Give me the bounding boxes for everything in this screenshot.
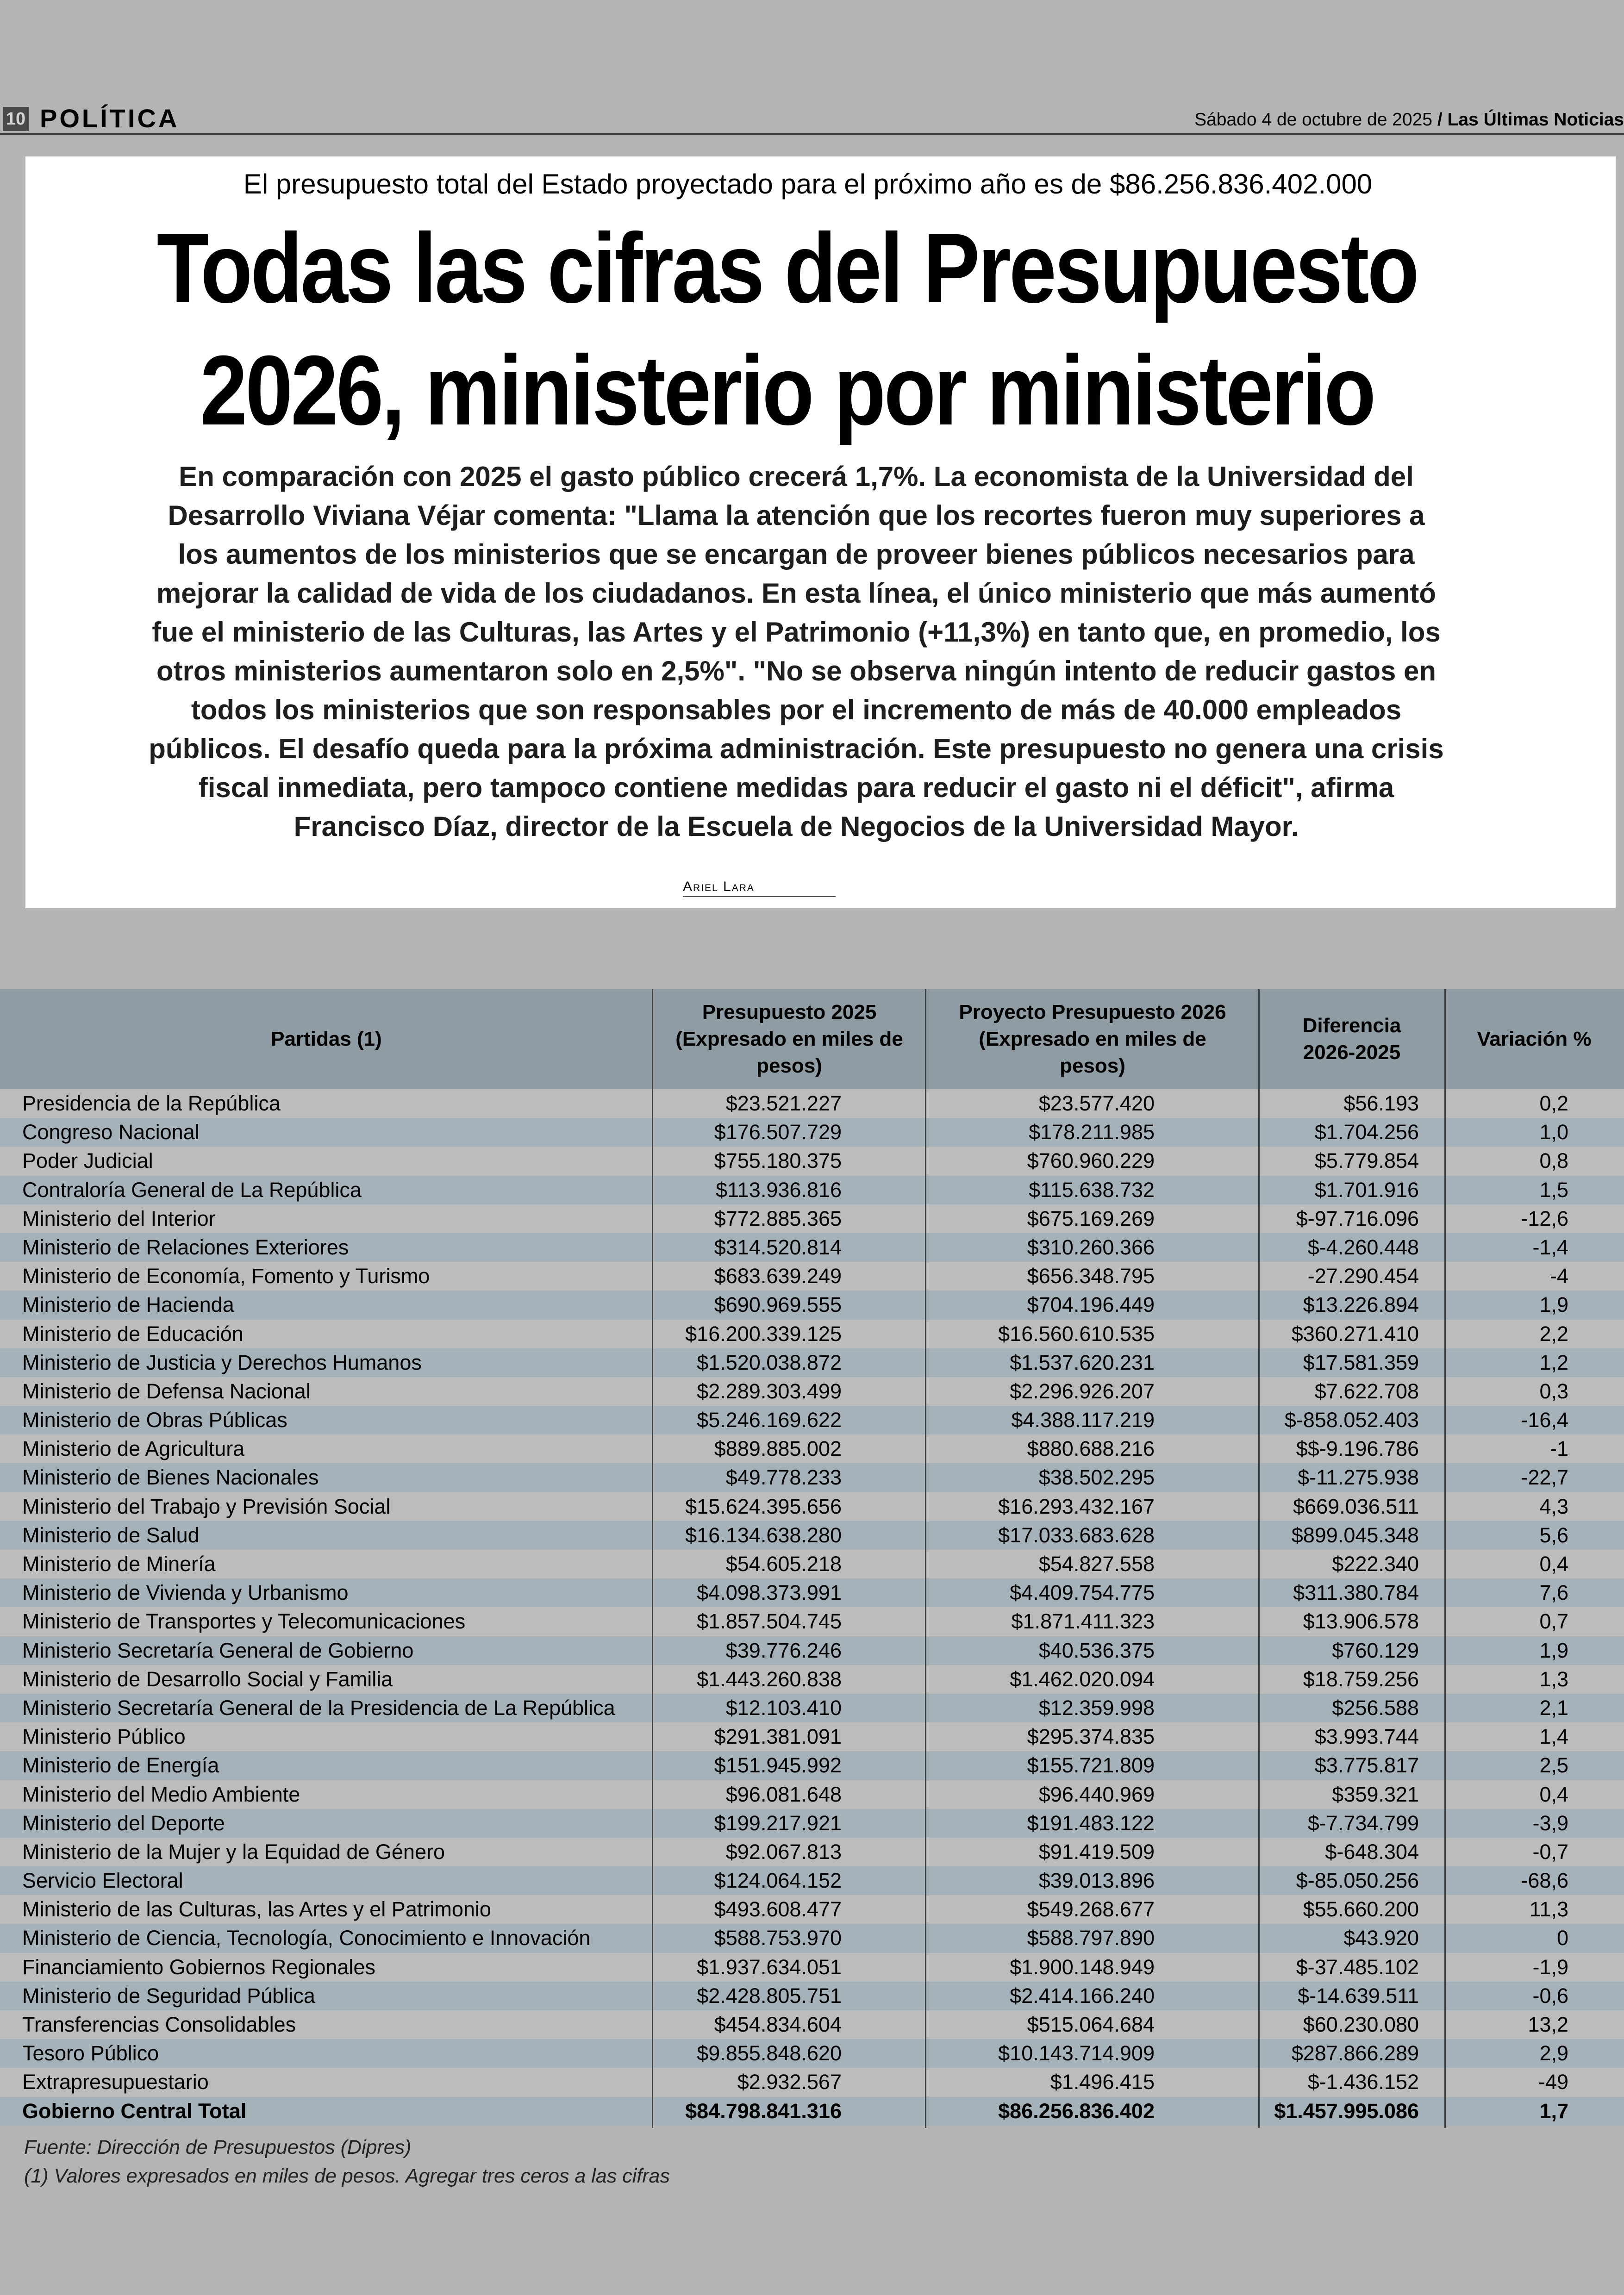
cell-partida: Poder Judicial [22, 1149, 153, 1173]
cell-partida: Gobierno Central Total [22, 2099, 247, 2123]
table-row [0, 1953, 1624, 1982]
cell-presupuesto-2025: $1.937.634.051 [697, 1955, 842, 1979]
header-proyecto-2026: Proyecto Presupuesto 2026 (Expresado en miles de pesos) [959, 1001, 1226, 1077]
cell-diferencia: $5.779.854 [1314, 1149, 1419, 1173]
cell-variacion: 0 [1556, 1926, 1568, 1950]
cell-variacion: -1,4 [1532, 1235, 1568, 1259]
cell-presupuesto-2025: $1.443.260.838 [697, 1667, 842, 1691]
cell-diferencia: $55.660.200 [1303, 1897, 1419, 1921]
cell-diferencia: $$-9.196.786 [1296, 1437, 1419, 1461]
cell-presupuesto-2025: $39.776.246 [725, 1638, 842, 1662]
cell-partida: Ministerio de Defensa Nacional [22, 1379, 311, 1403]
cell-proyecto-2026: $23.577.420 [1038, 1091, 1155, 1115]
table-row [0, 1780, 1624, 1809]
byline: Ariel Lara [683, 878, 836, 897]
cell-partida: Ministerio de Economía, Fomento y Turismo [22, 1264, 430, 1288]
publication-name: Las Últimas Noticias [1447, 110, 1624, 130]
cell-diferencia: $760.129 [1332, 1638, 1419, 1662]
table-row [0, 1924, 1624, 1952]
cell-proyecto-2026: $656.348.795 [1027, 1264, 1155, 1288]
cell-variacion: 7,6 [1539, 1581, 1568, 1605]
table-row [0, 1895, 1624, 1924]
table-row [0, 1377, 1624, 1406]
table-row [0, 1291, 1624, 1319]
budget-table [0, 989, 1624, 2126]
cell-diferencia: $256.588 [1332, 1696, 1419, 1720]
cell-diferencia: $359.321 [1332, 1782, 1419, 1806]
cell-partida: Ministerio de Energía [22, 1753, 219, 1777]
cell-diferencia: $17.581.359 [1303, 1350, 1419, 1374]
table-row [0, 1118, 1624, 1147]
cell-partida: Ministerio Secretaría General de la Presidencia de La República [22, 1696, 615, 1720]
table-row [0, 2068, 1624, 2096]
cell-partida: Ministerio de Justicia y Derechos Humanos [22, 1350, 422, 1374]
cell-diferencia: $669.036.511 [1293, 1494, 1419, 1518]
cell-presupuesto-2025: $84.798.841.316 [685, 2099, 842, 2123]
cell-variacion: -68,6 [1521, 1869, 1568, 1893]
cell-diferencia: $7.622.708 [1314, 1379, 1419, 1403]
cell-presupuesto-2025: $755.180.375 [714, 1149, 842, 1173]
cell-partida: Ministerio del Trabajo y Previsión Social [22, 1494, 391, 1518]
headline-line-2: 2026, ministerio por ministerio [200, 335, 1374, 446]
cell-variacion: -4 [1549, 1264, 1568, 1288]
cell-proyecto-2026: $295.374.835 [1027, 1725, 1155, 1749]
table-row [0, 1176, 1624, 1204]
cell-presupuesto-2025: $113.936.816 [716, 1178, 842, 1202]
cell-diferencia: $1.457.995.086 [1274, 2099, 1419, 2123]
table-row [0, 1089, 1624, 1118]
cell-variacion: 1,2 [1539, 1350, 1568, 1374]
cell-variacion: -16,4 [1521, 1408, 1568, 1432]
cell-partida: Ministerio de Relaciones Exteriores [22, 1235, 349, 1259]
cell-diferencia: $222.340 [1332, 1552, 1419, 1576]
cell-proyecto-2026: $1.900.148.949 [1010, 1955, 1155, 1979]
article-kicker: El presupuesto total del Estado proyectado para el próximo año es de $86.256.836.402.000 [243, 168, 1373, 200]
cell-diferencia: $-11.275.938 [1298, 1466, 1419, 1490]
cell-variacion: 13,2 [1528, 2013, 1568, 2036]
cell-diferencia: $18.759.256 [1303, 1667, 1419, 1691]
header-partidas: Partidas (1) [271, 1028, 382, 1050]
cell-diferencia: $13.906.578 [1303, 1609, 1419, 1634]
cell-proyecto-2026: $155.721.809 [1027, 1753, 1155, 1777]
cell-proyecto-2026: $17.033.683.628 [998, 1523, 1155, 1547]
cell-presupuesto-2025: $454.834.604 [714, 2013, 842, 2036]
table-row [0, 1636, 1624, 1665]
cell-diferencia: $-85.050.256 [1296, 1869, 1419, 1893]
cell-presupuesto-2025: $2.932.567 [737, 2070, 842, 2094]
cell-presupuesto-2025: $4.098.373.991 [697, 1581, 842, 1605]
cell-diferencia: $-7.734.799 [1307, 1811, 1419, 1835]
cell-partida: Ministerio del Deporte [22, 1811, 225, 1835]
cell-proyecto-2026: $4.388.117.219 [1011, 1408, 1155, 1432]
cell-presupuesto-2025: $772.885.365 [714, 1206, 842, 1230]
cell-proyecto-2026: $91.419.509 [1038, 1840, 1155, 1864]
cell-diferencia: $287.866.289 [1291, 2041, 1419, 2065]
cell-variacion: -1,9 [1532, 1955, 1568, 1979]
cell-presupuesto-2025: $493.608.477 [714, 1897, 842, 1921]
header-rule [0, 133, 1624, 135]
cell-presupuesto-2025: $314.520.814 [714, 1235, 842, 1259]
cell-diferencia: $3.775.817 [1314, 1753, 1419, 1777]
cell-partida: Ministerio del Interior [22, 1206, 216, 1230]
cell-partida: Ministerio de Transportes y Telecomunicaciones [22, 1609, 466, 1634]
cell-proyecto-2026: $38.502.295 [1038, 1466, 1155, 1490]
cell-variacion: 1,5 [1539, 1178, 1568, 1202]
table-row [0, 1866, 1624, 1895]
table-header [0, 989, 1624, 1089]
cell-partida: Ministerio de Minería [22, 1552, 216, 1576]
cell-variacion: 2,2 [1539, 1322, 1568, 1346]
cell-presupuesto-2025: $16.134.638.280 [685, 1523, 842, 1547]
cell-proyecto-2026: $515.064.684 [1027, 2013, 1155, 2036]
cell-presupuesto-2025: $1.857.504.745 [697, 1609, 842, 1634]
table-row [0, 1550, 1624, 1578]
cell-diferencia: $60.230.080 [1303, 2013, 1419, 2036]
dateline [1194, 108, 1624, 132]
cell-proyecto-2026: $178.211.985 [1029, 1120, 1155, 1144]
cell-diferencia: $311.380.784 [1293, 1581, 1419, 1605]
cell-presupuesto-2025: $15.624.395.656 [685, 1494, 842, 1518]
cell-partida: Ministerio de Seguridad Pública [22, 1983, 315, 2008]
cell-diferencia: $-4.260.448 [1307, 1235, 1419, 1259]
cell-partida: Contraloría General de La República [22, 1178, 362, 1202]
table-row [0, 2010, 1624, 2039]
cell-proyecto-2026: $675.169.269 [1027, 1206, 1155, 1230]
cell-diferencia: $360.271.410 [1291, 1322, 1419, 1346]
cell-presupuesto-2025: $151.945.992 [714, 1753, 842, 1777]
cell-variacion: -0,7 [1532, 1840, 1568, 1864]
cell-variacion: 1,3 [1539, 1667, 1568, 1691]
cell-presupuesto-2025: $16.200.339.125 [685, 1322, 842, 1346]
cell-diferencia: $-37.485.102 [1296, 1955, 1419, 1979]
cell-presupuesto-2025: $683.639.249 [714, 1264, 842, 1288]
cell-diferencia: $1.704.256 [1314, 1120, 1419, 1144]
cell-partida: Tesoro Público [22, 2041, 159, 2065]
cell-variacion: 0,3 [1539, 1379, 1568, 1403]
cell-presupuesto-2025: $92.067.813 [725, 1840, 842, 1864]
cell-proyecto-2026: $4.409.754.775 [1010, 1581, 1155, 1605]
table-row [0, 1607, 1624, 1636]
article-box [25, 156, 1616, 908]
cell-partida: Ministerio Público [22, 1725, 186, 1749]
table-row [0, 1665, 1624, 1694]
cell-partida: Ministerio de Educación [22, 1322, 244, 1346]
table-row [0, 1348, 1624, 1377]
cell-variacion: -1 [1549, 1437, 1568, 1461]
article-headline [132, 207, 1442, 452]
cell-variacion: 5,6 [1539, 1523, 1568, 1547]
cell-proyecto-2026: $880.688.216 [1027, 1437, 1155, 1461]
cell-variacion: 11,3 [1529, 1897, 1568, 1921]
article-lead: En comparación con 2025 el gasto público crecerá 1,7%. La economista de la Universidad del Desarrollo Viviana Véjar comenta: "Llama la atención que los recortes fueron muy superiores a los aumentos de los ministerios que se encargan de proveer bienes públicos necesarios para mejorar la calidad de vida de los ciudadanos. En esta línea, el único ministerio que más aumentó fue el ministerio de las Culturas, las Artes y el Patrimonio (+11,3%) en tanto que, en promedio, los otros ministerios aumentaron solo en 2,5%". "No se observa ningún intento de reducir gastos en todos los ministerios que son responsables por el incremento de más de 40.000 empleados públicos. El desafío queda para la próxima administración. Este presupuesto no genera una crisis fiscal inmediata, pero tampoco contiene medidas para reducir el gasto ni el déficit", afirma Francisco Díaz, director de la Escuela de Negocios de la Universidad Mayor. [149, 461, 1444, 842]
table-row [0, 1492, 1624, 1521]
table-row [0, 1809, 1624, 1838]
cell-presupuesto-2025: $199.217.921 [714, 1811, 842, 1835]
table-row [0, 1233, 1624, 1262]
cell-variacion: 0,4 [1539, 1552, 1568, 1576]
cell-proyecto-2026: $549.268.677 [1027, 1897, 1155, 1921]
cell-variacion: 1,7 [1539, 2099, 1568, 2123]
table-row [0, 1982, 1624, 2010]
column-divider [1258, 989, 1260, 2128]
table-row [0, 1434, 1624, 1463]
cell-diferencia: $-648.304 [1325, 1840, 1419, 1864]
cell-presupuesto-2025: $54.605.218 [725, 1552, 842, 1576]
cell-presupuesto-2025: $9.855.848.620 [697, 2041, 842, 2065]
dateline-separator: / [1437, 110, 1443, 130]
cell-proyecto-2026: $588.797.890 [1027, 1926, 1155, 1950]
cell-proyecto-2026: $1.871.411.323 [1011, 1609, 1155, 1634]
cell-proyecto-2026: $191.483.122 [1027, 1811, 1155, 1835]
cell-partida: Ministerio de Salud [22, 1523, 200, 1547]
cell-proyecto-2026: $54.827.558 [1038, 1552, 1155, 1576]
cell-proyecto-2026: $96.440.969 [1038, 1782, 1155, 1806]
table-row [0, 2039, 1624, 2068]
cell-presupuesto-2025: $2.428.805.751 [697, 1983, 842, 2008]
cell-proyecto-2026: $12.359.998 [1038, 1696, 1155, 1720]
column-divider [652, 989, 653, 2128]
cell-variacion: 0,8 [1539, 1149, 1568, 1173]
cell-variacion: 1,0 [1539, 1120, 1568, 1144]
cell-proyecto-2026: $16.293.432.167 [998, 1494, 1155, 1518]
table-row [0, 1320, 1624, 1348]
cell-diferencia: $-14.639.511 [1298, 1983, 1419, 2008]
cell-variacion: -12,6 [1521, 1206, 1568, 1230]
cell-partida: Presidencia de la República [22, 1091, 281, 1115]
cell-presupuesto-2025: $588.753.970 [714, 1926, 842, 1950]
cell-diferencia: $1.701.916 [1314, 1178, 1419, 1202]
table-row [0, 1521, 1624, 1550]
table-row [0, 1694, 1624, 1722]
cell-proyecto-2026: $2.296.926.207 [1010, 1379, 1155, 1403]
table-row [0, 1406, 1624, 1434]
cell-diferencia: $899.045.348 [1291, 1523, 1419, 1547]
cell-diferencia: $3.993.744 [1314, 1725, 1419, 1749]
cell-proyecto-2026: $16.560.610.535 [998, 1322, 1155, 1346]
cell-partida: Financiamiento Gobiernos Regionales [22, 1955, 375, 1979]
cell-proyecto-2026: $2.414.166.240 [1010, 1983, 1155, 2008]
cell-presupuesto-2025: $124.064.152 [714, 1869, 842, 1893]
cell-partida: Ministerio de Vivienda y Urbanismo [22, 1581, 349, 1605]
column-divider [925, 989, 926, 2128]
header-variacion: Variación % [1477, 1028, 1592, 1050]
cell-presupuesto-2025: $49.778.233 [725, 1466, 842, 1490]
page-number: 10 [3, 107, 29, 131]
cell-presupuesto-2025: $5.246.169.622 [697, 1408, 842, 1432]
cell-partida: Servicio Electoral [22, 1869, 183, 1893]
cell-variacion: 1,9 [1539, 1638, 1568, 1662]
cell-variacion: -0,6 [1532, 1983, 1568, 2008]
cell-diferencia: $56.193 [1343, 1091, 1419, 1115]
cell-presupuesto-2025: $96.081.648 [725, 1782, 842, 1806]
cell-partida: Ministerio de la Mujer y la Equidad de Género [22, 1840, 445, 1864]
cell-partida: Ministerio de las Culturas, las Artes y el Patrimonio [22, 1897, 491, 1921]
cell-proyecto-2026: $704.196.449 [1027, 1293, 1155, 1317]
table-row [0, 1838, 1624, 1866]
table-row [0, 1147, 1624, 1175]
table-row [0, 1204, 1624, 1233]
table-row [0, 1578, 1624, 1607]
cell-diferencia: $-1.436.152 [1307, 2070, 1419, 2094]
column-divider [1444, 989, 1446, 2128]
cell-diferencia: $-97.716.096 [1296, 1206, 1419, 1230]
cell-variacion: 2,9 [1539, 2041, 1568, 2065]
footnote: (1) Valores expresados en miles de pesos. Agregar tres ceros a las cifras [24, 2165, 670, 2187]
cell-variacion: 0,2 [1539, 1091, 1568, 1115]
table-row [0, 1751, 1624, 1780]
table-row [0, 1262, 1624, 1291]
cell-proyecto-2026: $310.260.366 [1027, 1235, 1155, 1259]
cell-variacion: -49 [1538, 2070, 1568, 2094]
section-title: POLÍTICA [40, 104, 180, 133]
table-row [0, 1463, 1624, 1492]
page-header [0, 104, 1624, 133]
cell-partida: Ministerio de Agricultura [22, 1437, 245, 1461]
cell-variacion: 1,4 [1539, 1725, 1568, 1749]
cell-partida: Ministerio de Desarrollo Social y Familia [22, 1667, 393, 1691]
cell-proyecto-2026: $760.960.229 [1027, 1149, 1155, 1173]
cell-proyecto-2026: $1.462.020.094 [1010, 1667, 1155, 1691]
cell-variacion: 2,1 [1539, 1696, 1568, 1720]
cell-diferencia: $43.920 [1343, 1926, 1419, 1950]
cell-variacion: 0,4 [1539, 1782, 1568, 1806]
cell-partida: Ministerio del Medio Ambiente [22, 1782, 300, 1806]
cell-diferencia: $13.226.894 [1303, 1293, 1419, 1317]
cell-presupuesto-2025: $291.381.091 [714, 1725, 842, 1749]
cell-partida: Extrapresupuestario [22, 2070, 209, 2094]
cell-partida: Ministerio de Obras Públicas [22, 1408, 287, 1432]
cell-presupuesto-2025: $690.969.555 [714, 1293, 842, 1317]
cell-variacion: -22,7 [1521, 1466, 1568, 1490]
cell-proyecto-2026: $1.537.620.231 [1010, 1350, 1155, 1374]
cell-variacion: 4,3 [1539, 1494, 1568, 1518]
cell-presupuesto-2025: $2.289.303.499 [697, 1379, 842, 1403]
cell-presupuesto-2025: $1.520.038.872 [697, 1350, 842, 1374]
cell-presupuesto-2025: $12.103.410 [725, 1696, 842, 1720]
cell-proyecto-2026: $40.536.375 [1038, 1638, 1155, 1662]
cell-partida: Ministerio de Ciencia, Tecnología, Conocimiento e Innovación [22, 1926, 591, 1950]
issue-date: Sábado 4 de octubre de 2025 [1194, 110, 1432, 130]
cell-proyecto-2026: $39.013.896 [1038, 1869, 1155, 1893]
header-diferencia: Diferencia 2026-2025 [1302, 1014, 1401, 1064]
headline-line-1: Todas las cifras del Presupuesto [156, 213, 1418, 324]
cell-partida: Congreso Nacional [22, 1120, 200, 1144]
table-notes [24, 2133, 670, 2190]
header-presupuesto-2025: Presupuesto 2025 (Expresado en miles de pesos) [675, 1001, 903, 1077]
table-row [0, 1722, 1624, 1751]
cell-partida: Ministerio Secretaría General de Gobierno [22, 1638, 414, 1662]
source-note: Fuente: Dirección de Presupuestos (Dipres) [24, 2136, 412, 2158]
cell-variacion: -3,9 [1532, 1811, 1568, 1835]
cell-variacion: 2,5 [1539, 1753, 1568, 1777]
table-total-row [0, 2097, 1624, 2126]
cell-variacion: 1,9 [1539, 1293, 1568, 1317]
cell-presupuesto-2025: $23.521.227 [725, 1091, 842, 1115]
cell-diferencia: $-858.052.403 [1284, 1408, 1419, 1432]
cell-presupuesto-2025: $889.885.002 [714, 1437, 842, 1461]
cell-proyecto-2026: $115.638.732 [1029, 1178, 1155, 1202]
table-body [0, 1089, 1624, 2126]
cell-partida: Ministerio de Bienes Nacionales [22, 1466, 319, 1490]
cell-proyecto-2026: $1.496.415 [1050, 2070, 1155, 2094]
cell-variacion: 0,7 [1539, 1609, 1568, 1634]
cell-presupuesto-2025: $176.507.729 [714, 1120, 842, 1144]
cell-diferencia: -27.290.454 [1307, 1264, 1419, 1288]
cell-partida: Transferencias Consolidables [22, 2013, 296, 2036]
cell-proyecto-2026: $86.256.836.402 [998, 2099, 1155, 2123]
cell-proyecto-2026: $10.143.714.909 [998, 2041, 1155, 2065]
cell-partida: Ministerio de Hacienda [22, 1293, 234, 1317]
